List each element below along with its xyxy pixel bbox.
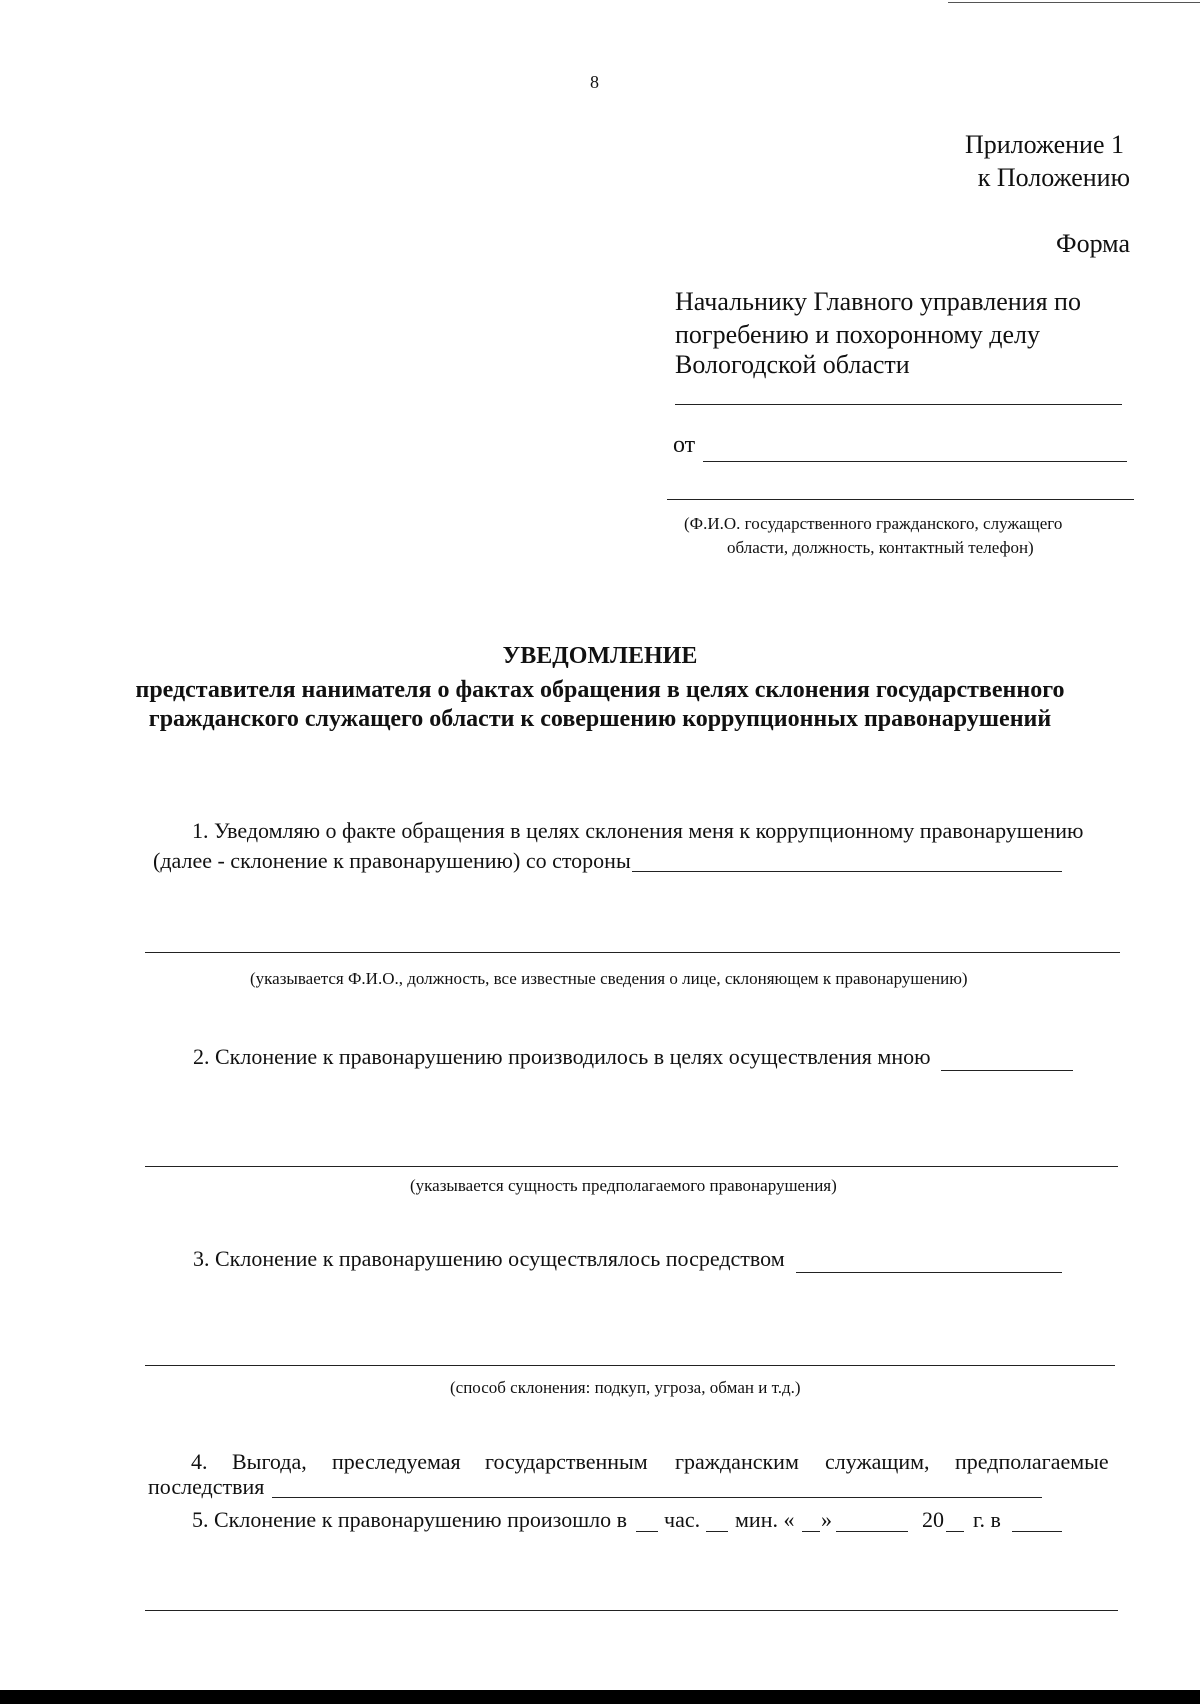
item-5-minute-blank[interactable] [706,1531,728,1532]
item-5-place-label: г. в [973,1507,1001,1532]
item-5-text: 5. Склонение к правонарушению произошло в [192,1507,628,1532]
addressee-line-2: погребению и похоронному делу [675,320,1041,349]
item-2-caption: (указывается сущность предполагаемого правонарушения) [410,1176,837,1195]
item-2-blank-line[interactable] [941,1070,1073,1071]
page-number: 8 [590,72,599,92]
item-4-word-7: предполагаемые [955,1449,1109,1474]
appendix-label: Приложение 1 [964,130,1124,159]
item-4-word-3: преследуемая [332,1449,461,1474]
addressee-caption-2: области, должность, контактный телефон) [727,538,1034,557]
addressee-blank-line[interactable] [675,404,1122,405]
item-4-line-2: последствия [148,1474,265,1499]
item-5-blank-line-2[interactable] [145,1610,1118,1611]
document-subtitle-2: гражданского служащего области к совершению коррупционных правонарушений [148,706,1052,732]
item-2-text: 2. Склонение к правонарушению производилось в целях осуществления мною [193,1044,931,1069]
item-1-caption: (указывается Ф.И.О., должность, все известные сведения о лице, склоняющем к правонарушению) [250,969,968,988]
item-5-minute-label: мин. « [735,1507,795,1532]
item-4-word-1: 4. [191,1449,208,1474]
document-title: УВЕДОМЛЕНИЕ [502,643,698,669]
item-4-word-4: государственным [485,1449,648,1474]
from-blank-line[interactable] [703,461,1127,462]
item-1-line-1: 1. Уведомляю о факте обращения в целях склонения меня к коррупционному правонарушению [192,818,1084,843]
item-5-month-blank[interactable] [836,1531,908,1532]
item-4-word-2: Выгода, [232,1449,307,1474]
item-3-blank-line[interactable] [796,1272,1062,1273]
item-1-blank-line-2[interactable] [145,952,1120,953]
item-5-day-blank[interactable] [802,1531,820,1532]
scan-bottom-border [0,1690,1200,1704]
item-3-blank-line-2[interactable] [145,1365,1115,1366]
item-2-blank-line-2[interactable] [145,1166,1118,1167]
form-label: Форма [1056,229,1130,258]
document-subtitle-1: представителя нанимателя о фактах обращения в целях склонения государственного [135,677,1065,703]
item-4-word-6: служащим, [825,1449,930,1474]
addressee-line-3: Вологодской области [675,350,910,379]
item-5-place-blank[interactable] [1012,1531,1062,1532]
item-4-word-5: гражданским [675,1449,799,1474]
item-5-quote-close: » [821,1507,832,1532]
item-5-hour-label: час. [664,1507,701,1532]
item-3-text: 3. Склонение к правонарушению осуществлялось посредством [193,1246,785,1271]
addressee-line-1: Начальнику Главного управления по [675,287,1081,316]
item-4-blank-line[interactable] [272,1497,1042,1498]
scan-edge-line [948,2,1200,3]
item-1-line-2: (далее - склонение к правонарушению) со стороны [153,848,631,873]
from-blank-line-2[interactable] [667,499,1134,500]
item-5-year-prefix: 20 [922,1507,944,1532]
item-5-year-blank[interactable] [946,1531,964,1532]
item-5-hour-blank[interactable] [636,1531,658,1532]
item-1-blank-line[interactable] [632,871,1062,872]
item-3-caption: (способ склонения: подкуп, угроза, обман и т.д.) [450,1378,801,1397]
regulation-label: к Положению [977,163,1130,192]
addressee-caption-1: (Ф.И.О. государственного гражданского, служащего [684,514,1063,533]
from-label: от [673,432,696,458]
